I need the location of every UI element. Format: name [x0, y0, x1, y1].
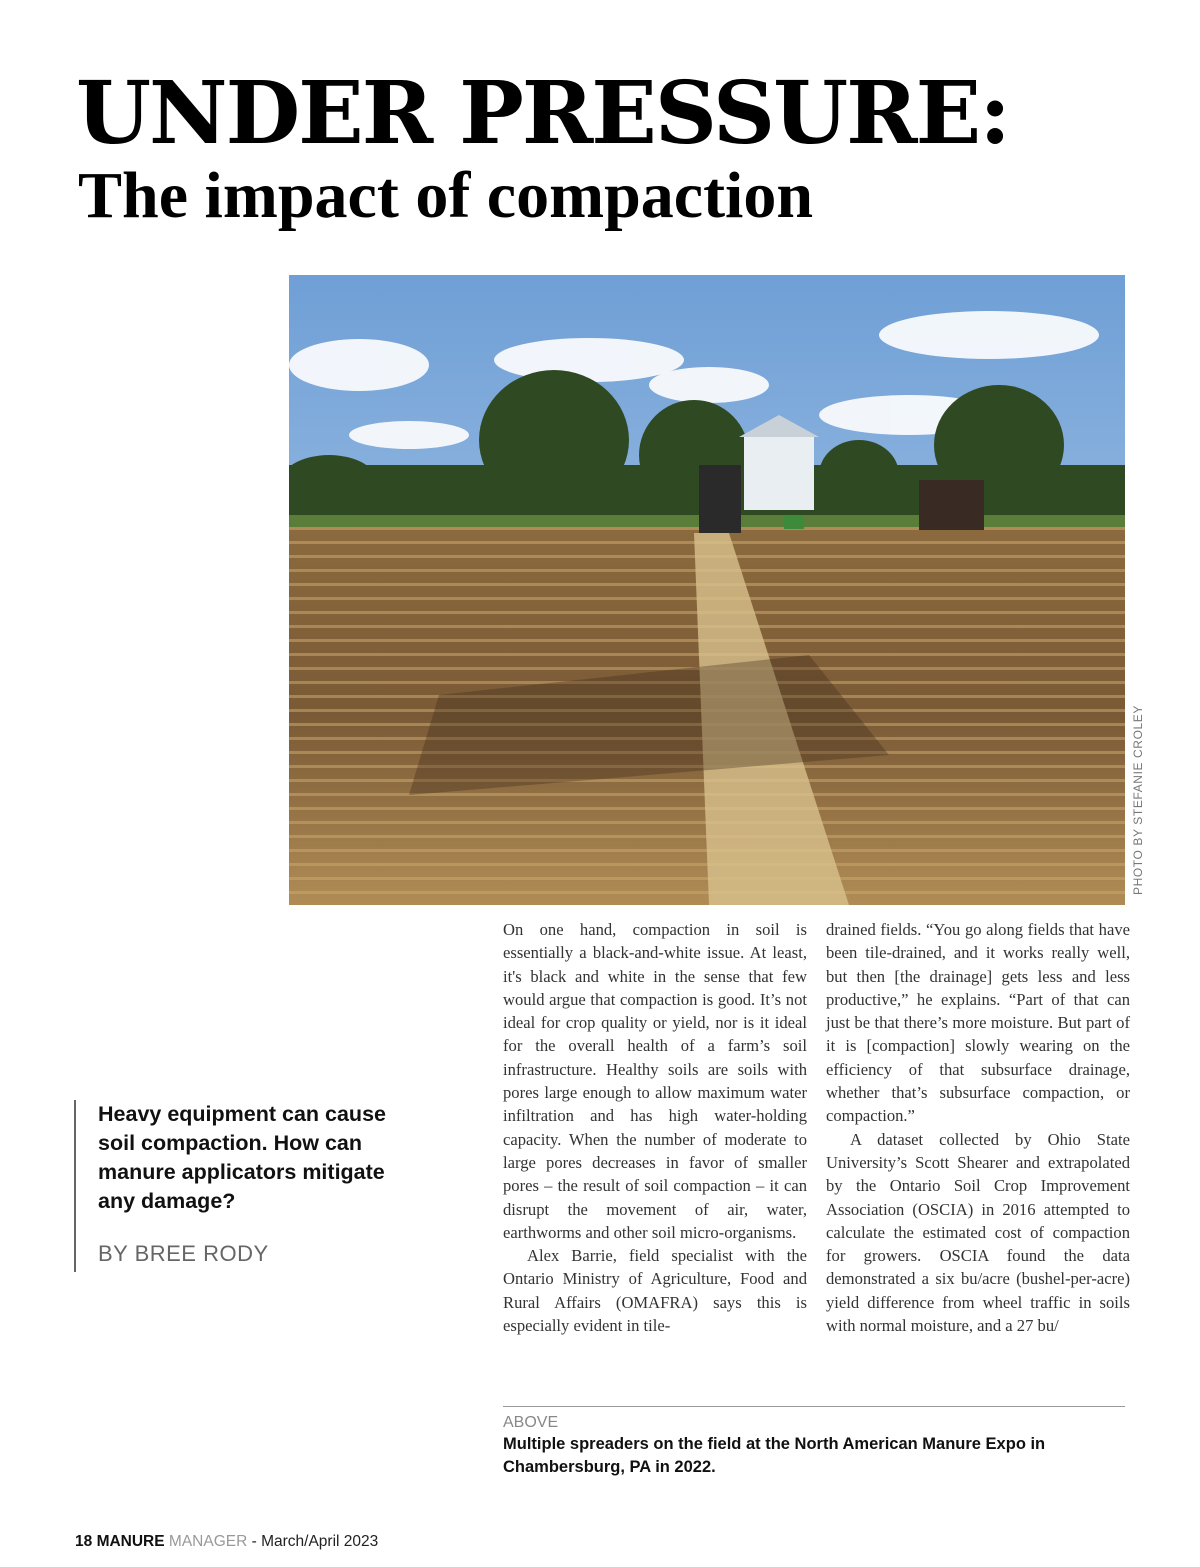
magazine-name-light: MANAGER — [168, 1533, 248, 1550]
issue-date: March/April 2023 — [261, 1533, 379, 1550]
paragraph: drained fields. “You go along fields that have been tile-drained, and it works really well, but then [the drainage] gets less and less productive,” he explains. “Part of that can just be that there’s more moisture. But part of it is [compaction] slowly wearing on the efficiency of that subsurface drainage, whether that’s subsurface compaction, or compaction.” — [826, 920, 1130, 1126]
field-photo — [289, 275, 1125, 905]
article-column-1 — [503, 918, 807, 1337]
caption-text: Multiple spreaders on the field at the North American Manure Expo in Chambersburg, PA in 2022. — [503, 1435, 1046, 1476]
paragraph: A dataset collected by Ohio State University’s Scott Shearer and extrapolated by the Ontario Soil Crop Improvement Association (OSCIA) in 2016 attempted to calculate the estimated cost of compaction for growers. OSCIA found the data demonstrated a six bu/acre (bushel-per-acre) yield difference from wheel traffic in soils with normal moisture, and a 27 bu/ — [826, 1129, 1130, 1336]
page-footer — [75, 1532, 378, 1552]
magazine-name-bold: MANURE — [96, 1533, 165, 1550]
article-column-2 — [826, 918, 1130, 1337]
caption-label: ABOVE — [503, 1414, 559, 1431]
photo-credit: PHOTO BY STEFANIE CROLEY — [1131, 705, 1145, 896]
page-number: 18 — [75, 1533, 93, 1550]
footer-separator: - — [251, 1533, 257, 1550]
deck-text: Heavy equipment can cause soil compaction. How can manure applicators mitigate any damage? — [98, 1102, 386, 1213]
photo-caption — [503, 1406, 1125, 1479]
paragraph: On one hand, compaction in soil is essentially a black-and-white issue. At least, it's black and white in the sense that few would argue that compaction is good. It’s not ideal for crop quality or yield, nor is it ideal for the overall health of a farm’s soil infrastructure. Healthy soils are soils with pores large enough to allow maximum water infiltration and has high water-holding capacity. When the number of moderate to large pores decreases in favor of smaller pores – the result of soil compaction – it can disrupt the movement of air, water, earthworms and other soil micro-organisms. — [503, 920, 807, 1242]
paragraph: Alex Barrie, field specialist with the Ontario Ministry of Agriculture, Food and Rural Affairs (OMAFRA) says this is especially evident in tile- — [503, 1246, 807, 1336]
subheadline: The impact of compaction — [78, 159, 814, 232]
byline: BY BREE RODY — [98, 1241, 269, 1266]
headline — [76, 63, 1009, 164]
headline-colon: : — [979, 63, 1009, 164]
deck-block — [74, 1100, 414, 1272]
headline-main: UNDER PRESSURE — [76, 63, 980, 164]
